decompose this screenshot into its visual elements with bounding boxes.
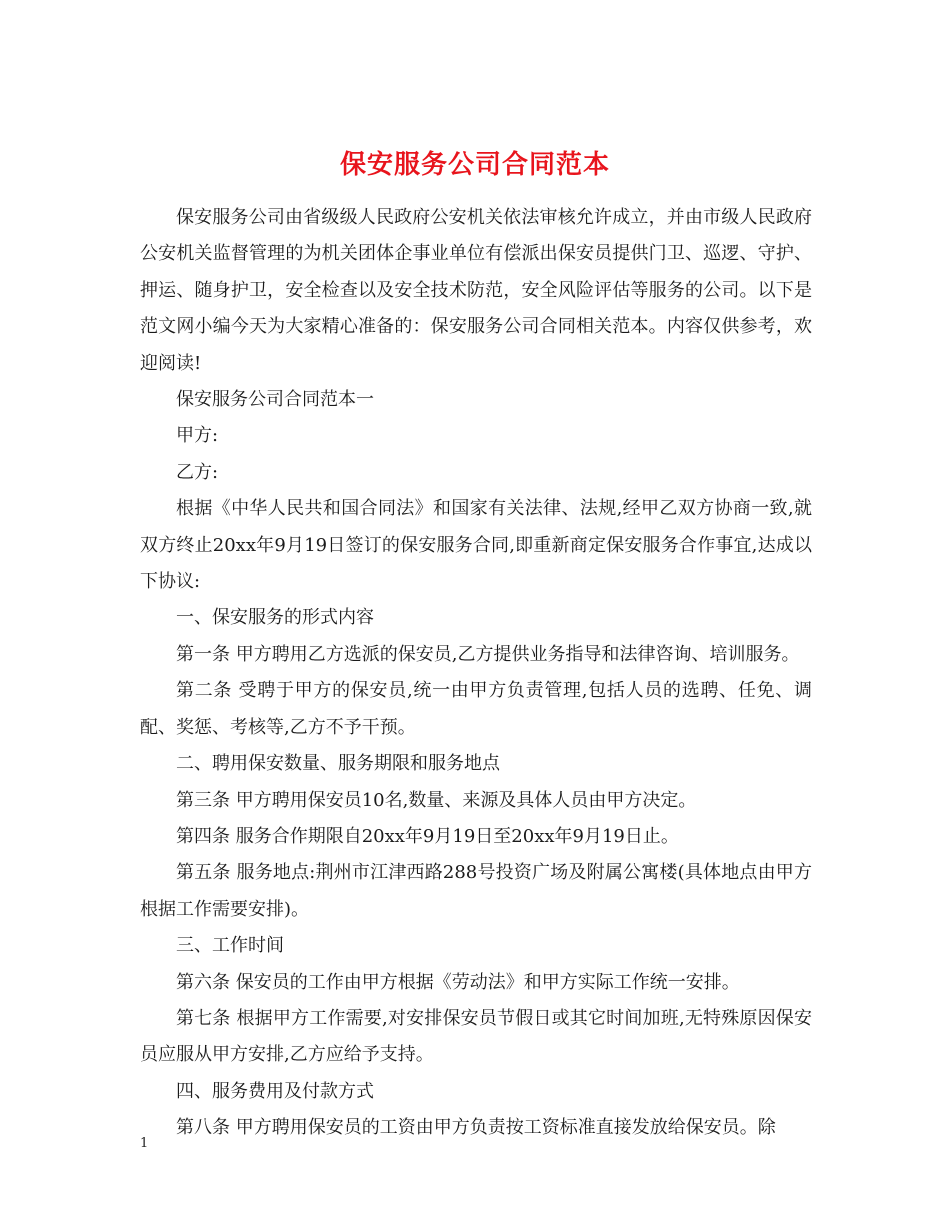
article-1: 第一条 甲方聘用乙方选派的保安员,乙方提供业务指导和法律咨询、培训服务。: [176, 643, 800, 665]
article-6: 第六条 保安员的工作由甲方根据《劳动法》和甲方实际工作统一安排。: [176, 971, 740, 993]
page-number: 1: [140, 1136, 149, 1151]
section-heading-3: 三、工作时间: [176, 935, 284, 957]
article-8: 第八条 甲方聘用保安员的工资由甲方负责按工资标准直接发放给保安员。除: [176, 1117, 776, 1139]
document-body: [140, 200, 812, 1147]
paragraph-party-b: 乙方:: [176, 461, 219, 483]
section-heading-1: 一、保安服务的形式内容: [176, 607, 374, 629]
paragraph-intro: 保安服务公司由省级级人民政府公安机关依法审核允许成立，并由市级人民政府公安机关监督管理的为机关团体企事业单位有偿派出保安员提供门卫、巡逻、守护、押运、随身护卫，安全检查以及安全技术防范，安全风险评估等服务的公司。以下是范文网小编今天为大家精心准备的：保安服务公司合同相关范本。内容仅供参考，欢迎阅读!: [140, 207, 812, 374]
section-heading-2: 二、聘用保安数量、服务期限和服务地点: [176, 753, 500, 775]
article-2: 第二条 受聘于甲方的保安员,统一由甲方负责管理,包括人员的选聘、任免、调配、奖惩、考核等,乙方不予干预。: [140, 680, 812, 738]
document-title: 保安服务公司合同范本: [339, 150, 610, 181]
paragraph-contract-heading: 保安服务公司合同范本一: [176, 389, 374, 411]
paragraph-party-a: 甲方:: [176, 425, 219, 447]
article-4: 第四条 服务合作期限自20xx年9月19日至20xx年9月19日止。: [176, 825, 679, 847]
article-5: 第五条 服务地点:荆州市江津西路288号投资广场及附属公寓楼(具体地点由甲方根据工作需要安排)。: [140, 862, 812, 920]
section-heading-4: 四、服务费用及付款方式: [176, 1080, 374, 1102]
article-3: 第三条 甲方聘用保安员10名,数量、来源及具体人员由甲方决定。: [176, 789, 697, 811]
article-7: 第七条 根据甲方工作需要,对安排保安员节假日或其它时间加班,无特殊原因保安员应服从甲方安排,乙方应给予支持。: [140, 1007, 812, 1066]
paragraph-preamble: 根据《中华人民共和国合同法》和国家有关法律、法规,经甲乙双方协商一致,就双方终止20xx年9月19日签订的保安服务合同,即重新商定保安服务合作事宜,达成以下协议:: [140, 498, 812, 593]
